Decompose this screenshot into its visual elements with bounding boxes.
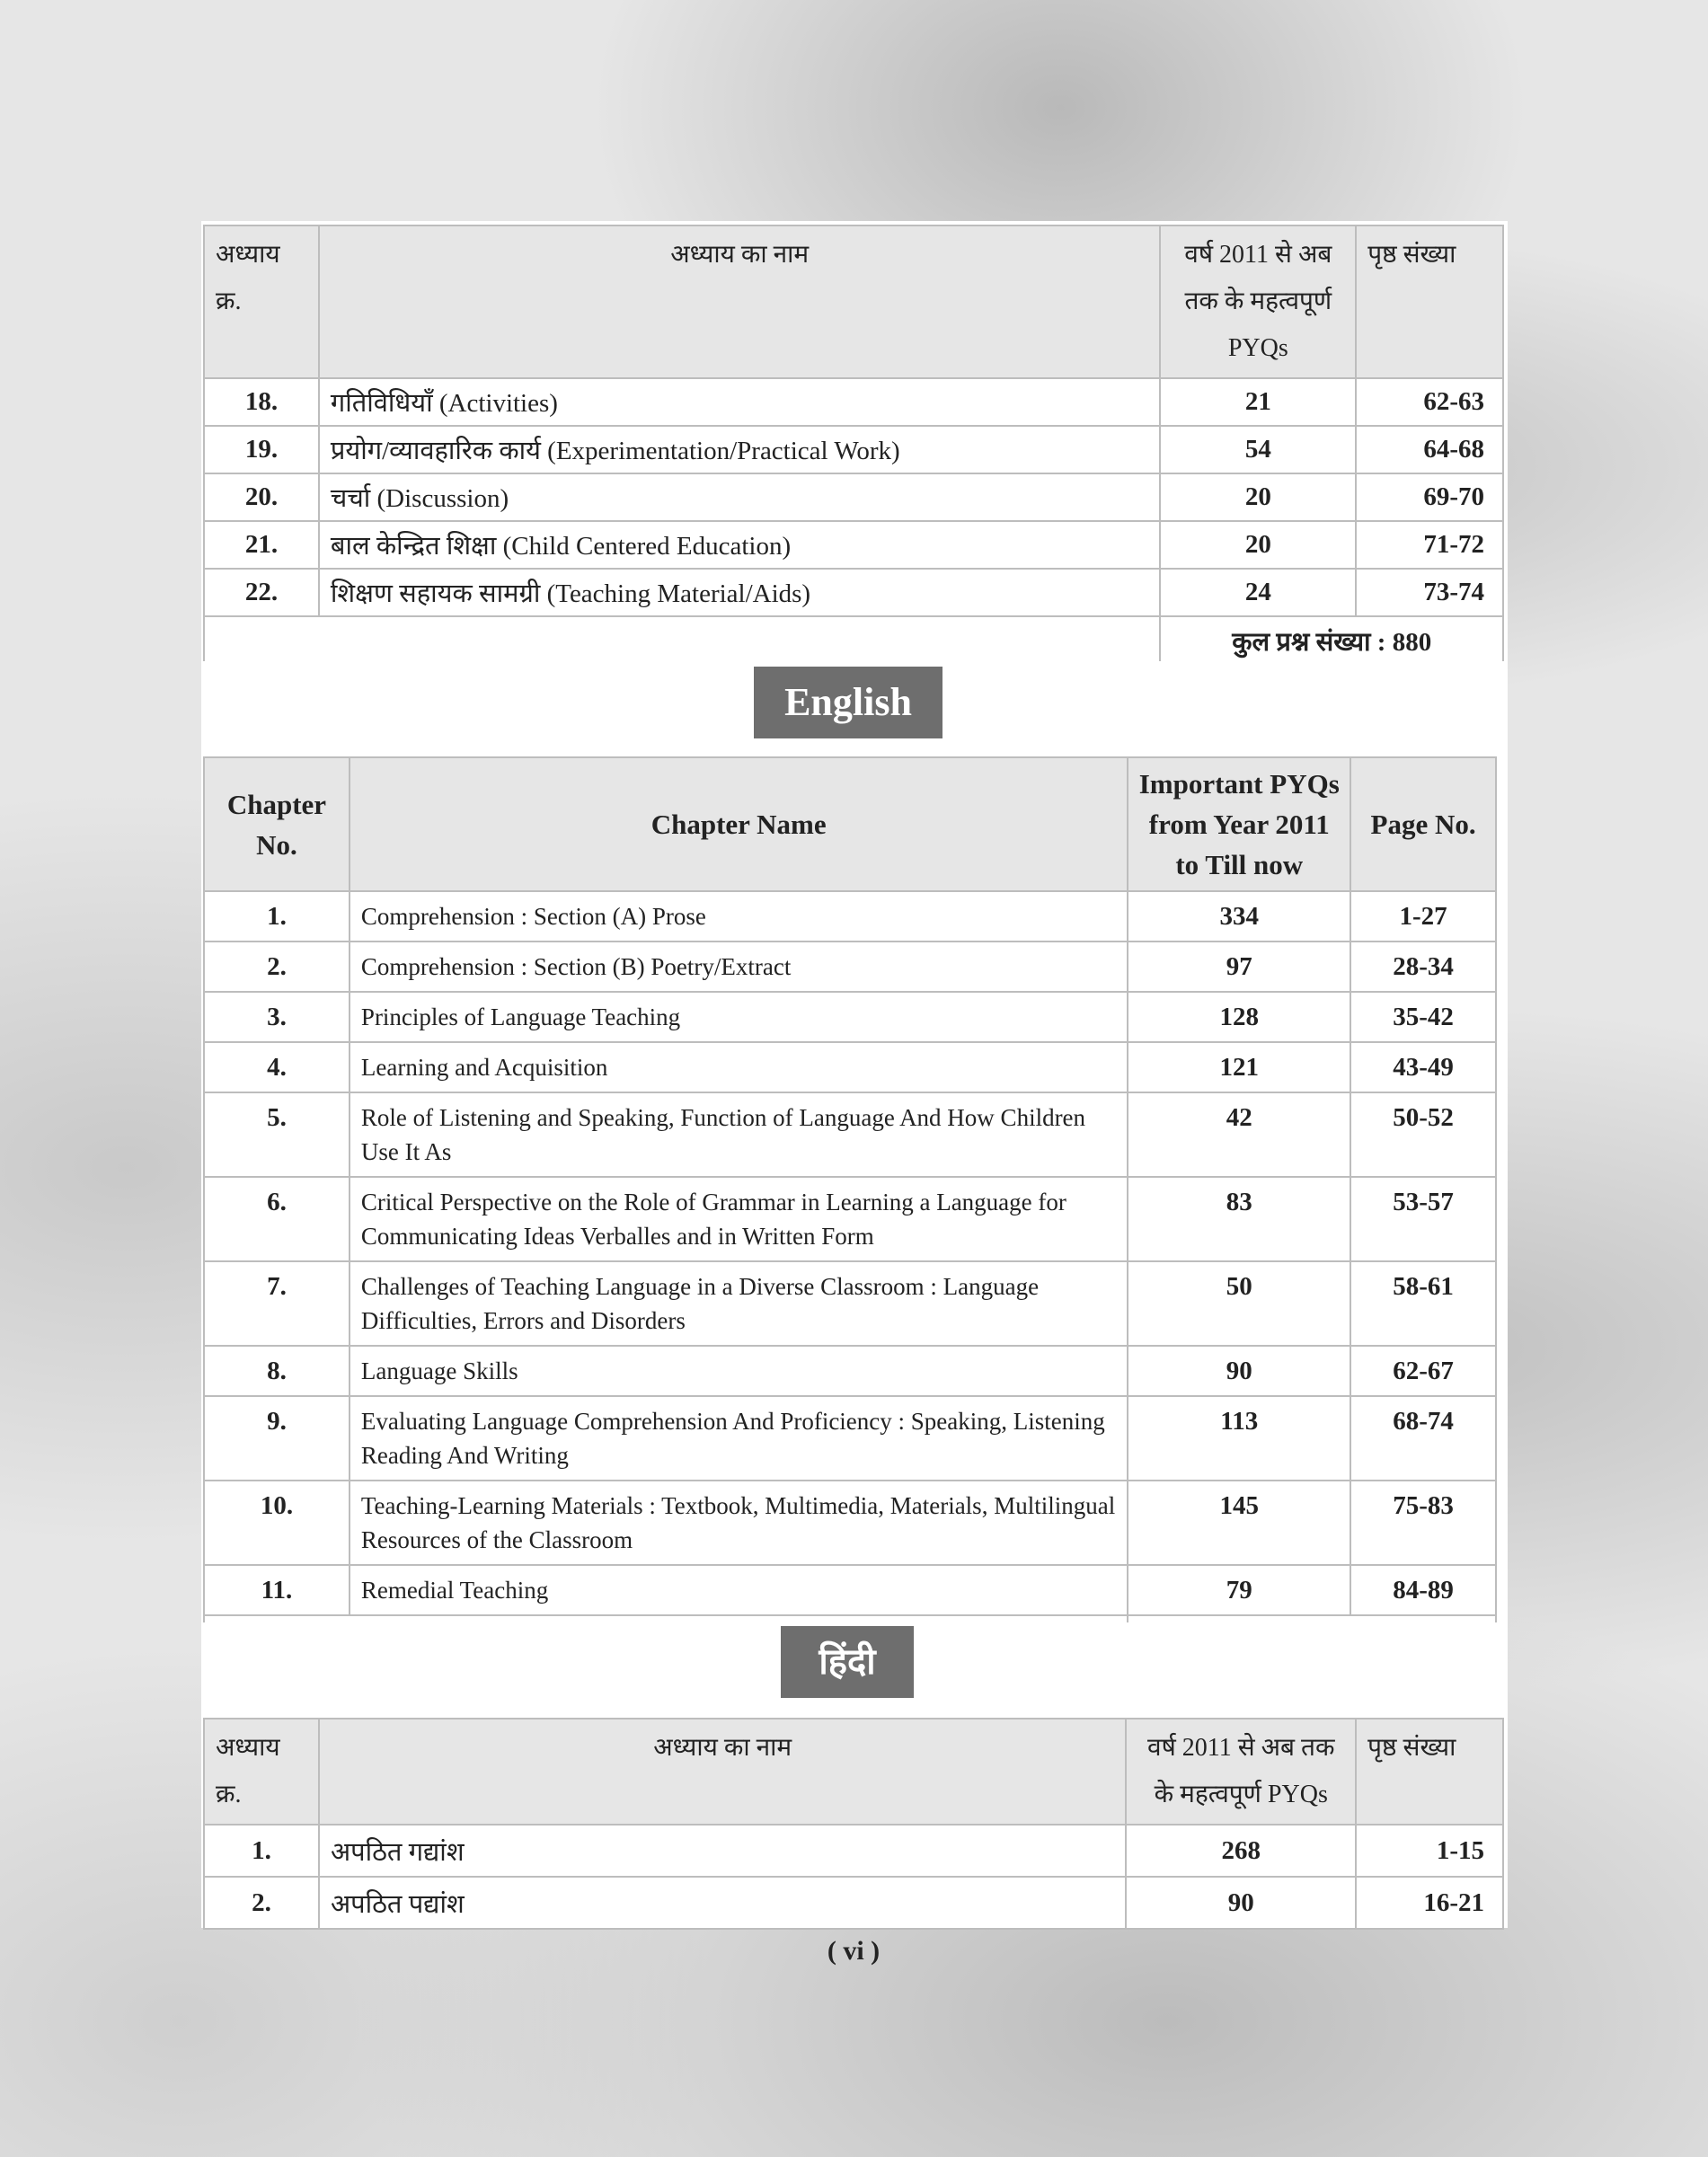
table-row: [204, 1261, 1496, 1346]
row-pyqs: 42: [1128, 1092, 1350, 1177]
row-chapter-name: Teaching-Learning Materials : Textbook, Multimedia, Materials, Multilingual Resources of the Classroom: [350, 1481, 1128, 1565]
row-chapter-no: 6.: [204, 1177, 350, 1261]
row-chapter-name: Challenges of Teaching Language in a Diverse Classroom : Language Difficulties, Errors and Disorders: [350, 1261, 1128, 1346]
row-chapter-name: Learning and Acquisition: [350, 1042, 1128, 1092]
header-pyqs: वर्ष 2011 से अब तक के महत्वपूर्ण PYQs: [1160, 225, 1356, 378]
row-chapter-name: Remedial Teaching: [350, 1565, 1128, 1615]
row-chapter-no: 7.: [204, 1261, 350, 1346]
row-page: 58-61: [1350, 1261, 1496, 1346]
row-chapter-no: 8.: [204, 1346, 350, 1396]
row-page: 35-42: [1350, 992, 1496, 1042]
row-chapter-name: गतिविधियाँ (Activities): [319, 378, 1161, 426]
english-panel: [201, 661, 1508, 1622]
row-pyqs: 145: [1128, 1481, 1350, 1565]
row-page: 84-89: [1350, 1565, 1496, 1615]
row-pyqs: 90: [1126, 1877, 1356, 1929]
table-header-row: [204, 1719, 1503, 1825]
row-chapter-name: Comprehension : Section (A) Prose: [350, 891, 1128, 941]
table-row: [204, 1346, 1496, 1396]
row-chapter-name: Principles of Language Teaching: [350, 992, 1128, 1042]
header-chapter-name: अध्याय का नाम: [319, 225, 1161, 378]
table-row: [204, 569, 1503, 616]
table-row: [204, 1565, 1496, 1615]
row-pyqs: 83: [1128, 1177, 1350, 1261]
row-pyqs: 128: [1128, 992, 1350, 1042]
row-page: 16-21: [1356, 1877, 1503, 1929]
table-row: [204, 426, 1503, 473]
row-pyqs: 97: [1128, 941, 1350, 992]
row-page: 1-27: [1350, 891, 1496, 941]
header-chapter-no: अध्याय क्र.: [204, 1719, 319, 1825]
row-pyqs: 113: [1128, 1396, 1350, 1481]
row-chapter-no: 20.: [204, 473, 319, 521]
header-page-no: Page No.: [1350, 757, 1496, 891]
row-pyqs: 334: [1128, 891, 1350, 941]
row-pyqs: 121: [1128, 1042, 1350, 1092]
header-chapter-no: अध्याय क्र.: [204, 225, 319, 378]
row-chapter-no: 4.: [204, 1042, 350, 1092]
row-page: 62-67: [1350, 1346, 1496, 1396]
row-page: 68-74: [1350, 1396, 1496, 1481]
row-chapter-no: 9.: [204, 1396, 350, 1481]
row-chapter-name: Evaluating Language Comprehension And Proficiency : Speaking, Listening Reading And Writing: [350, 1396, 1128, 1481]
table-row: [204, 941, 1496, 992]
row-chapter-name: बाल केन्द्रित शिक्षा (Child Centered Education): [319, 521, 1161, 569]
row-pyqs: 79: [1128, 1565, 1350, 1615]
header-page-no: पृष्ठ संख्या: [1356, 225, 1503, 378]
header-pyqs: वर्ष 2011 से अब तक के महत्वपूर्ण PYQs: [1126, 1719, 1356, 1825]
row-chapter-no: 1.: [204, 1825, 319, 1877]
table-row: [204, 1177, 1496, 1261]
total-spacer: [204, 616, 1160, 665]
row-chapter-name: चर्चा (Discussion): [319, 473, 1161, 521]
row-pyqs: 20: [1160, 521, 1356, 569]
row-pyqs: 268: [1126, 1825, 1356, 1877]
row-chapter-name: अपठित गद्यांश: [319, 1825, 1126, 1877]
table-row: [204, 1092, 1496, 1177]
row-chapter-no: 2.: [204, 1877, 319, 1929]
row-page: 71-72: [1356, 521, 1503, 569]
row-chapter-no: 3.: [204, 992, 350, 1042]
row-page: 28-34: [1350, 941, 1496, 992]
header-page-no: पृष्ठ संख्या: [1356, 1719, 1503, 1825]
row-chapter-no: 1.: [204, 891, 350, 941]
row-chapter-no: 18.: [204, 378, 319, 426]
row-pyqs: 50: [1128, 1261, 1350, 1346]
row-chapter-name: Role of Listening and Speaking, Function of Language And How Children Use It As: [350, 1092, 1128, 1177]
total-row: [204, 616, 1503, 665]
row-chapter-name: Comprehension : Section (B) Poetry/Extract: [350, 941, 1128, 992]
row-chapter-name: शिक्षण सहायक सामग्री (Teaching Material/Aids): [319, 569, 1161, 616]
table-row: [204, 473, 1503, 521]
chapter-table-continued: [203, 225, 1504, 666]
table-row: [204, 1042, 1496, 1092]
total-questions: कुल प्रश्न संख्या : 880: [1160, 616, 1503, 665]
table-row: [204, 378, 1503, 426]
table-row: [204, 521, 1503, 569]
row-pyqs: 90: [1128, 1346, 1350, 1396]
table-row: [204, 1825, 1503, 1877]
header-chapter-no: Chapter No.: [204, 757, 350, 891]
table-header-row: [204, 225, 1503, 378]
page-number: ( vi ): [827, 1936, 881, 1966]
row-chapter-no: 10.: [204, 1481, 350, 1565]
hindi-chapter-table: [203, 1718, 1504, 1930]
header-pyqs: Important PYQs from Year 2011 to Till now: [1128, 757, 1350, 891]
section-title-hindi: हिंदी: [781, 1626, 914, 1698]
row-page: 64-68: [1356, 426, 1503, 473]
row-chapter-name: अपठित पद्यांश: [319, 1877, 1126, 1929]
row-chapter-no: 11.: [204, 1565, 350, 1615]
row-chapter-name: Critical Perspective on the Role of Grammar in Learning a Language for Communicating Ideas Verballes and in Written Form: [350, 1177, 1128, 1261]
row-chapter-no: 21.: [204, 521, 319, 569]
row-chapter-no: 22.: [204, 569, 319, 616]
row-page: 50-52: [1350, 1092, 1496, 1177]
row-chapter-name: प्रयोग/व्यावहारिक कार्य (Experimentation/Practical Work): [319, 426, 1161, 473]
row-page: 1-15: [1356, 1825, 1503, 1877]
row-pyqs: 24: [1160, 569, 1356, 616]
table-row: [204, 1481, 1496, 1565]
row-chapter-no: 2.: [204, 941, 350, 992]
row-pyqs: 54: [1160, 426, 1356, 473]
section-title-english: English: [754, 667, 942, 738]
english-chapter-table: [203, 756, 1497, 1679]
row-pyqs: 20: [1160, 473, 1356, 521]
table-header-row: [204, 757, 1496, 891]
header-chapter-name: Chapter Name: [350, 757, 1128, 891]
row-page: 62-63: [1356, 378, 1503, 426]
row-page: 53-57: [1350, 1177, 1496, 1261]
row-page: 75-83: [1350, 1481, 1496, 1565]
row-pyqs: 21: [1160, 378, 1356, 426]
row-page: 43-49: [1350, 1042, 1496, 1092]
table-row: [204, 1396, 1496, 1481]
header-chapter-name: अध्याय का नाम: [319, 1719, 1126, 1825]
row-chapter-no: 5.: [204, 1092, 350, 1177]
row-chapter-no: 19.: [204, 426, 319, 473]
row-chapter-name: Language Skills: [350, 1346, 1128, 1396]
table-row: [204, 1877, 1503, 1929]
table1-panel: [201, 221, 1508, 661]
row-page: 73-74: [1356, 569, 1503, 616]
table-row: [204, 891, 1496, 941]
row-page: 69-70: [1356, 473, 1503, 521]
table-row: [204, 992, 1496, 1042]
